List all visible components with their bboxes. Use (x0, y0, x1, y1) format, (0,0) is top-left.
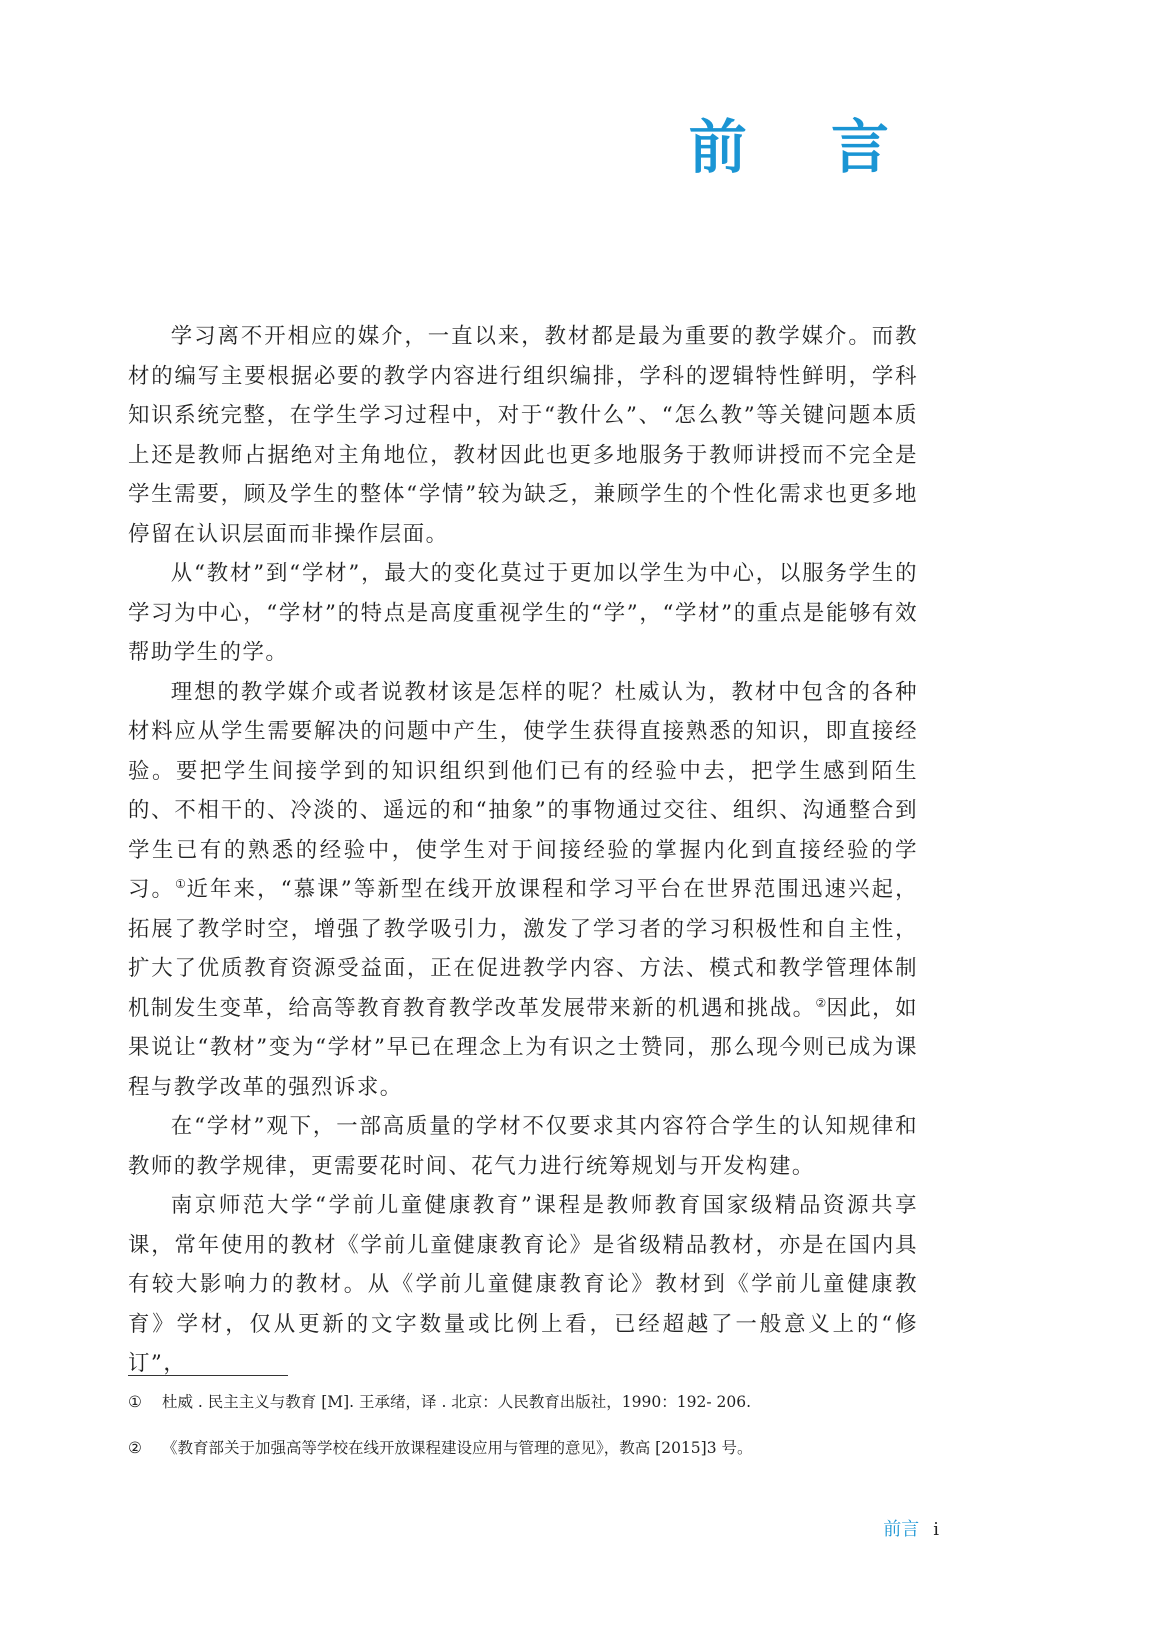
footnote-ref-1[interactable]: ① (175, 876, 187, 891)
footnote-text: 杜威 . 民主主义与教育 [M]. 王承绪，译 . 北京：人民教育出版社，1990：192- 206. (162, 1393, 752, 1411)
paragraph-text: 因此，如果说让“教材”变为“学材”早已在理念上为有识之士赞同，那么现今则已成为课程与教学改革的强烈诉求。 (128, 995, 918, 1100)
paragraph-text: 近年来，“慕课”等新型在线开放课程和学习平台在世界范围迅速兴起，拓展了教学时空，增强了教学吸引力，激发了学习者的学习积极性和自主性，扩大了优质教育资源受益面，正在促进教学内容、方法、模式和教学管理体制机制发生变革，给高等教育教育教学改革发展带来新的机遇和挑战。 (128, 877, 918, 1021)
paragraph: 在“学材”观下，一部高质量的学材不仅要求其内容符合学生的认知规律和教师的教学规律，更需要花时间、花气力进行统筹规划与开发构建。 (128, 1114, 918, 1179)
footnote-ref-2[interactable]: ② (815, 995, 827, 1010)
footnotes (128, 1390, 918, 1460)
page-title: 前 言 (688, 113, 921, 181)
footnote-number: ① (128, 1393, 142, 1411)
running-footer-section: 前言 (883, 1519, 920, 1540)
body-text (128, 317, 918, 1384)
paragraph (128, 673, 918, 1108)
footnote-2 (128, 1436, 918, 1460)
paragraph: 从“教材”到“学材”，最大的变化莫过于更加以学生为中心，以服务学生的学习为中心，“学材”的特点是高度重视学生的“学”，“学材”的重点是能够有效帮助学生的学。 (128, 561, 918, 665)
paragraph: 学习离不开相应的媒介，一直以来，教材都是最为重要的教学媒介。而教材的编写主要根据必要的教学内容进行组织编排，学科的逻辑特性鲜明，学科知识系统完整，在学生学习过程中，对于“教什么”、“怎么教”等关键问题本质上还是教师占据绝对主角地位，教材因此也更多地服务于教师讲授而不完全是学生需要，顾及学生的整体“学情”较为缺乏，兼顾学生的个性化需求也更多地停留在认识层面而非操作层面。 (128, 324, 918, 547)
footnote-1 (128, 1390, 918, 1414)
page-footer (883, 1515, 939, 1541)
paragraph-text: 理想的教学媒介或者说教材该是怎样的呢？杜威认为，教材中包含的各种材料应从学生需要解决的问题中产生，使学生获得直接熟悉的知识，即直接经验。要把学生间接学到的知识组织到他们已有的经验中去，把学生感到陌生的、不相干的、冷淡的、遥远的和“抽象”的事物通过交往、组织、沟通整合到学生已有的熟悉的经验中，使学生对于间接经验的掌握内化到直接经验的学习。 (128, 679, 918, 902)
footnote-divider (128, 1375, 288, 1376)
footnote-text: 《教育部关于加强高等学校在线开放课程建设应用与管理的意见》，教高 [2015]3 号。 (162, 1439, 753, 1457)
footnote-number: ② (128, 1439, 142, 1457)
page-number: i (933, 1519, 939, 1540)
paragraph: 南京师范大学“学前儿童健康教育”课程是教师教育国家级精品资源共享课，常年使用的教材《学前儿童健康教育论》是省级精品教材，亦是在国内具有较大影响力的教材。从《学前儿童健康教育论》教材到《学前儿童健康教育》学材，仅从更新的文字数量或比例上看，已经超越了一般意义上的“修订”， (128, 1193, 918, 1376)
